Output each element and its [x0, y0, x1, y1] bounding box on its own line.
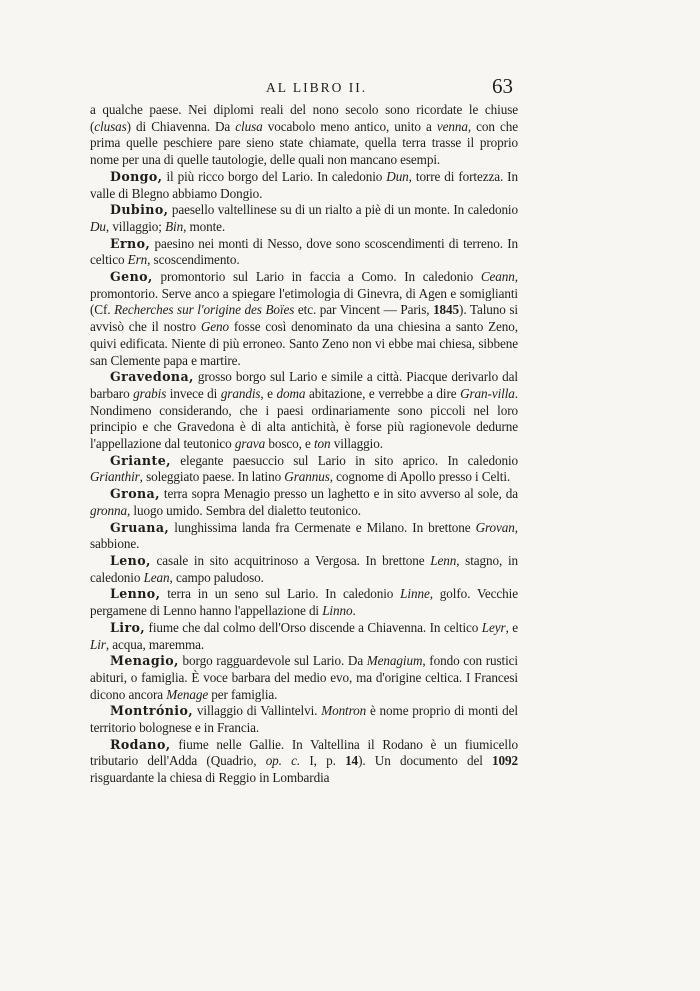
entry-headword: Gravedona,	[110, 369, 194, 385]
text-segment: grosso borgo sul Lario e simile a città. Piacque derivarlo dal barbaro	[90, 369, 518, 401]
text-segment: Dun,	[386, 168, 412, 184]
text-segment: clusas	[94, 118, 127, 134]
text-segment: abitazione, e verrebbe a dire	[305, 385, 461, 401]
entry-headword: Grona,	[110, 486, 160, 502]
text-segment: fosse così denominato da una chiesina a santo Zeno, quivi edificata. Niente di più erroneo. Santo Zeno non vi ebbe mai chiesa, sibbene san Clemente papa e martire.	[90, 319, 518, 368]
body-text	[90, 102, 518, 787]
entry-headword: Erno,	[110, 235, 151, 251]
text-segment: 1845	[433, 302, 460, 318]
text-segment: I, p.	[300, 753, 346, 769]
text-segment: Ern	[127, 252, 148, 268]
text-segment: casale in sito acquitrinoso a Vergosa. In brettone	[150, 552, 431, 568]
text-segment: Menagium	[366, 653, 423, 669]
dictionary-entry	[90, 453, 518, 486]
text-segment: torre di fortezza. In valle di Blegno abbiamo Dongio.	[90, 168, 518, 201]
text-segment: Linne	[400, 586, 430, 602]
entry-headword: Leno,	[110, 552, 151, 568]
text-segment: risguardante la chiesa di Reggio in Lombardia	[90, 770, 330, 786]
entry-headword: Dubino,	[110, 202, 169, 218]
text-segment: ). Taluno si avvisò che il nostro	[90, 302, 518, 335]
running-title: AL LIBRO II.	[266, 80, 368, 95]
text-segment: paesino nei monti di Nesso, dove sono scoscendimenti di terreno. In celtico	[90, 235, 518, 268]
text-segment: invece di	[166, 385, 221, 401]
text-segment: fiume che dal colmo dell'Orso discende a Chiavenna. In celtico	[145, 619, 482, 635]
entry-headword: Montrónio,	[110, 703, 194, 719]
text-segment: promontorio sul Lario in faccia a Como. In caledonio	[152, 269, 481, 285]
text-segment: paesello valtellinese su di un rialto a piè di un monte. In caledonio	[168, 202, 518, 218]
text-segment: Grovan	[475, 519, 515, 535]
dictionary-entry	[90, 236, 518, 269]
dictionary-entry	[90, 369, 518, 453]
text-segment: etc. par Vincent — Paris,	[294, 302, 434, 318]
entry-headword: Geno,	[110, 269, 153, 285]
text-segment: villaggio di Vallintelvi.	[193, 703, 322, 719]
text-segment: è nome proprio di monti del territorio bolognese e in Francia.	[90, 703, 518, 736]
text-segment: clusa	[235, 118, 263, 134]
text-segment: terra sopra Menagio presso un laghetto e in sito avverso al sole, da	[159, 486, 518, 502]
text-segment: ) di Chiavenna. Da	[126, 118, 236, 134]
dictionary-entry	[90, 653, 518, 703]
dictionary-entry	[90, 169, 518, 202]
text-segment: bosco, e	[265, 436, 314, 452]
text-segment: Gran-villa	[460, 385, 515, 401]
text-segment: doma	[276, 385, 306, 401]
dictionary-entry	[90, 520, 518, 553]
dictionary-entry	[90, 620, 518, 653]
text-segment: lunghissima landa fra Cermenate e Milano. In brettone	[169, 519, 476, 535]
text-segment: per famiglia.	[208, 686, 278, 702]
text-segment: , luogo umido. Sembra del dialetto teutonico.	[127, 502, 361, 518]
text-segment: Ceann	[480, 269, 515, 285]
text-segment: , sabbione.	[90, 519, 518, 552]
entry-headword: Menagio,	[110, 653, 179, 669]
page-number: 63	[492, 74, 513, 98]
dictionary-entry	[90, 486, 518, 519]
text-segment: , stagno, in caledonio	[90, 552, 518, 585]
text-segment: Menage	[166, 686, 209, 702]
text-segment: Leyr	[481, 619, 506, 635]
text-segment: Du	[90, 218, 106, 234]
entry-headword: Rodano,	[110, 736, 171, 752]
entry-headword: Gruana,	[110, 519, 170, 535]
text-segment: , con che prima quelle peschiere pare sieno state chiamate, quella terra trasse il proprio nome per una di quelle tautologie, delle quali non mancano esempi.	[90, 118, 518, 168]
text-segment: grandis	[220, 385, 261, 401]
entry-headword: Dongo,	[110, 168, 163, 184]
text-segment: Linno	[322, 603, 353, 619]
text-segment: ). Un documento del	[358, 753, 493, 769]
text-segment: Lir	[90, 636, 106, 652]
text-segment: , monte.	[183, 218, 226, 234]
text-segment: Lean	[143, 569, 170, 585]
text-segment: Recherches sur l'origine des Boïes	[114, 302, 295, 318]
text-segment: Geno	[200, 319, 230, 335]
text-segment: , acqua, maremma.	[105, 636, 205, 652]
text-segment: . Nondimeno considerando, che i paesi ordinariamente sono piccoli nel loro principio e che Gravedona è di alta antichità, è forse più ragionevole dedurne l'appellazione dal teutonico	[90, 385, 518, 452]
entry-headword: Liro,	[110, 619, 146, 635]
text-segment: , promontorio. Serve anco a spiegare l'etimologia di Ginevra, di Agen e somiglianti (Cf.	[90, 269, 518, 318]
dictionary-entry	[90, 202, 518, 235]
text-segment: ton	[313, 436, 331, 452]
text-segment: a qualche paese. Nei diplomi reali del nono secolo sono ricordate le chiuse (	[90, 102, 518, 134]
text-segment: il più ricco borgo del Lario. In caledonio	[162, 168, 387, 184]
text-segment: , e	[260, 385, 277, 401]
text-segment: Lenn	[430, 552, 457, 568]
text-segment: , fondo con rustici abituri, o famiglia. È voce barbara del medio evo, ma d'origine celtica. I Francesi dicono ancora	[90, 653, 518, 702]
text-segment: op. c.	[265, 753, 301, 769]
text-segment: borgo ragguardevole sul Lario. Da	[178, 653, 367, 669]
dictionary-entry	[90, 703, 518, 736]
text-segment: venna	[436, 118, 468, 134]
text-segment: , cognome di Apollo presso i Celti.	[329, 469, 511, 485]
text-segment: , campo paludoso.	[169, 569, 264, 585]
entry-headword: Lenno,	[110, 586, 161, 602]
continued-paragraph	[90, 102, 518, 169]
text-segment: .	[352, 603, 356, 619]
text-segment: 14	[345, 753, 359, 769]
text-segment: Montron	[321, 703, 367, 719]
text-segment: , scoscendimento.	[147, 252, 240, 268]
text-segment: grabis	[133, 385, 167, 401]
text-segment: , villaggio;	[105, 218, 166, 234]
text-segment: Grannus	[284, 469, 330, 485]
text-segment: gronna	[90, 502, 128, 518]
text-segment: elegante paesuccio sul Lario in sito aprico. In caledonio	[170, 452, 518, 468]
text-segment: villaggio.	[330, 436, 383, 452]
text-segment: Grianthir	[90, 469, 140, 485]
page-header	[0, 74, 700, 104]
dictionary-entry	[90, 586, 518, 619]
entry-headword: Griante,	[110, 452, 171, 468]
text-segment: terra in un seno sul Lario. In caledonio	[160, 586, 401, 602]
text-segment: , e	[505, 619, 518, 635]
dictionary-entry	[90, 553, 518, 586]
text-segment: , golfo. Vecchie pergamene di Lenno hanno l'appellazione di	[90, 586, 518, 619]
dictionary-entry	[90, 269, 518, 369]
dictionary-entry	[90, 737, 518, 787]
text-segment: vocabolo meno antico, unito a	[262, 118, 437, 134]
text-segment: 1092	[492, 753, 519, 769]
text-segment: grava	[234, 436, 266, 452]
text-segment: fiume nelle Gallie. In Valtellina il Rodano è un fiumicello tributario dell'Adda (Quadrio,	[90, 736, 518, 769]
text-segment: , soleggiato paese. In latino	[139, 469, 285, 485]
text-segment: Bin	[165, 218, 184, 234]
